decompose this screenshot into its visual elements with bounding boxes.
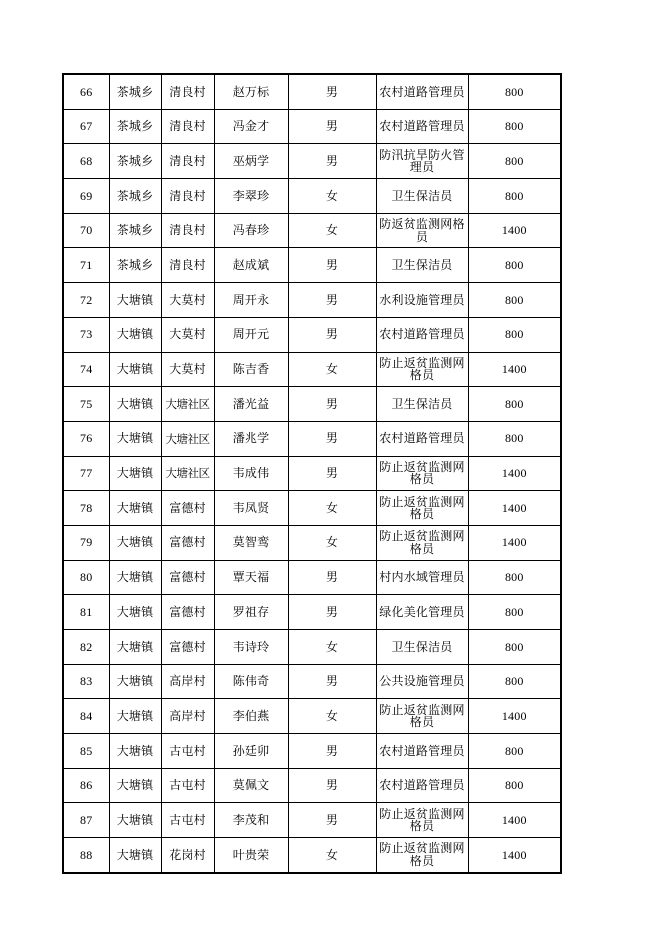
cell-amount[interactable]: 1400 bbox=[468, 352, 561, 387]
table-row[interactable] bbox=[63, 664, 561, 699]
cell-name[interactable]: 巫炳学 bbox=[214, 144, 288, 179]
table-row[interactable] bbox=[63, 179, 561, 214]
cell-town[interactable]: 大塘镇 bbox=[109, 838, 161, 873]
cell-index[interactable]: 81 bbox=[63, 595, 109, 630]
cell-amount[interactable]: 800 bbox=[468, 630, 561, 665]
cell-gender[interactable]: 男 bbox=[288, 74, 376, 109]
cell-town[interactable]: 大塘镇 bbox=[109, 630, 161, 665]
cell-amount[interactable]: 1400 bbox=[468, 838, 561, 873]
cell-gender[interactable]: 女 bbox=[288, 525, 376, 560]
roster-table bbox=[62, 73, 562, 874]
cell-name[interactable]: 罗祖存 bbox=[214, 595, 288, 630]
cell-post[interactable]: 农村道路管理员 bbox=[376, 734, 468, 769]
cell-post[interactable]: 卫生保洁员 bbox=[376, 248, 468, 283]
cell-name[interactable]: 李茂和 bbox=[214, 803, 288, 838]
cell-gender[interactable]: 男 bbox=[288, 456, 376, 491]
cell-post[interactable]: 绿化美化管理员 bbox=[376, 595, 468, 630]
cell-amount[interactable]: 800 bbox=[468, 560, 561, 595]
cell-index[interactable]: 85 bbox=[63, 734, 109, 769]
cell-index[interactable]: 78 bbox=[63, 491, 109, 526]
table-row[interactable] bbox=[63, 491, 561, 526]
cell-town[interactable]: 大塘镇 bbox=[109, 317, 161, 352]
cell-amount[interactable]: 1400 bbox=[468, 803, 561, 838]
cell-amount[interactable]: 800 bbox=[468, 283, 561, 318]
cell-post[interactable]: 农村道路管理员 bbox=[376, 421, 468, 456]
cell-gender[interactable]: 男 bbox=[288, 421, 376, 456]
cell-village[interactable]: 清良村 bbox=[161, 74, 214, 109]
cell-village[interactable]: 富德村 bbox=[161, 595, 214, 630]
cell-index[interactable]: 70 bbox=[63, 213, 109, 248]
cell-post[interactable]: 防止返贫监测网格员 bbox=[376, 525, 468, 560]
cell-post[interactable]: 水利设施管理员 bbox=[376, 283, 468, 318]
cell-village[interactable]: 清良村 bbox=[161, 144, 214, 179]
cell-name[interactable]: 李翠珍 bbox=[214, 179, 288, 214]
cell-post[interactable]: 防止返贫监测网格员 bbox=[376, 699, 468, 734]
cell-name[interactable]: 韦凤贤 bbox=[214, 491, 288, 526]
cell-post[interactable]: 卫生保洁员 bbox=[376, 630, 468, 665]
table-row[interactable] bbox=[63, 213, 561, 248]
cell-town[interactable]: 大塘镇 bbox=[109, 352, 161, 387]
cell-gender[interactable]: 女 bbox=[288, 352, 376, 387]
cell-name[interactable]: 冯春珍 bbox=[214, 213, 288, 248]
table-row[interactable] bbox=[63, 456, 561, 491]
cell-index[interactable]: 82 bbox=[63, 630, 109, 665]
cell-town[interactable]: 茶城乡 bbox=[109, 179, 161, 214]
cell-amount[interactable]: 800 bbox=[468, 144, 561, 179]
cell-village[interactable]: 富德村 bbox=[161, 525, 214, 560]
cell-post[interactable]: 村内水域管理员 bbox=[376, 560, 468, 595]
cell-village[interactable]: 高岸村 bbox=[161, 664, 214, 699]
table-row[interactable] bbox=[63, 734, 561, 769]
cell-index[interactable]: 86 bbox=[63, 768, 109, 803]
cell-post[interactable]: 防汛抗旱防火管理员 bbox=[376, 144, 468, 179]
cell-village[interactable]: 古屯村 bbox=[161, 768, 214, 803]
cell-name[interactable]: 韦诗玲 bbox=[214, 630, 288, 665]
table-row[interactable] bbox=[63, 421, 561, 456]
cell-gender[interactable]: 女 bbox=[288, 491, 376, 526]
cell-gender[interactable]: 女 bbox=[288, 699, 376, 734]
cell-post[interactable]: 卫生保洁员 bbox=[376, 387, 468, 422]
cell-town[interactable]: 茶城乡 bbox=[109, 248, 161, 283]
cell-amount[interactable]: 800 bbox=[468, 664, 561, 699]
cell-gender[interactable]: 男 bbox=[288, 734, 376, 769]
cell-post[interactable]: 防止返贫监测网格员 bbox=[376, 803, 468, 838]
cell-gender[interactable]: 男 bbox=[288, 387, 376, 422]
cell-name[interactable]: 李伯燕 bbox=[214, 699, 288, 734]
cell-name[interactable]: 陈吉香 bbox=[214, 352, 288, 387]
table-row[interactable] bbox=[63, 630, 561, 665]
cell-amount[interactable]: 800 bbox=[468, 74, 561, 109]
cell-index[interactable]: 73 bbox=[63, 317, 109, 352]
table-row[interactable] bbox=[63, 109, 561, 144]
cell-town[interactable]: 大塘镇 bbox=[109, 699, 161, 734]
cell-post[interactable]: 防止返贫监测网格员 bbox=[376, 491, 468, 526]
cell-name[interactable]: 陈伟奇 bbox=[214, 664, 288, 699]
cell-town[interactable]: 大塘镇 bbox=[109, 491, 161, 526]
cell-post[interactable]: 公共设施管理员 bbox=[376, 664, 468, 699]
cell-village[interactable]: 大塘社区 bbox=[161, 387, 214, 422]
cell-gender[interactable]: 男 bbox=[288, 560, 376, 595]
cell-name[interactable]: 周开永 bbox=[214, 283, 288, 318]
table-row[interactable] bbox=[63, 560, 561, 595]
cell-name[interactable]: 孙廷卯 bbox=[214, 734, 288, 769]
cell-town[interactable]: 大塘镇 bbox=[109, 387, 161, 422]
cell-amount[interactable]: 800 bbox=[468, 421, 561, 456]
spreadsheet-page bbox=[62, 73, 560, 874]
table-row[interactable] bbox=[63, 595, 561, 630]
cell-village[interactable]: 清良村 bbox=[161, 248, 214, 283]
table-row[interactable] bbox=[63, 803, 561, 838]
cell-village[interactable]: 高岸村 bbox=[161, 699, 214, 734]
cell-index[interactable]: 84 bbox=[63, 699, 109, 734]
cell-village[interactable]: 大塘社区 bbox=[161, 456, 214, 491]
cell-town[interactable]: 茶城乡 bbox=[109, 74, 161, 109]
cell-index[interactable]: 74 bbox=[63, 352, 109, 387]
cell-index[interactable]: 67 bbox=[63, 109, 109, 144]
cell-post[interactable]: 农村道路管理员 bbox=[376, 317, 468, 352]
cell-gender[interactable]: 男 bbox=[288, 595, 376, 630]
cell-town[interactable]: 大塘镇 bbox=[109, 734, 161, 769]
table-row[interactable] bbox=[63, 699, 561, 734]
table-row[interactable] bbox=[63, 525, 561, 560]
cell-amount[interactable]: 800 bbox=[468, 387, 561, 422]
cell-amount[interactable]: 1400 bbox=[468, 213, 561, 248]
cell-name[interactable]: 覃天福 bbox=[214, 560, 288, 595]
cell-post[interactable]: 防止返贫监测网格员 bbox=[376, 456, 468, 491]
cell-gender[interactable]: 女 bbox=[288, 630, 376, 665]
cell-name[interactable]: 冯金才 bbox=[214, 109, 288, 144]
table-row[interactable] bbox=[63, 768, 561, 803]
cell-town[interactable]: 大塘镇 bbox=[109, 664, 161, 699]
cell-index[interactable]: 66 bbox=[63, 74, 109, 109]
cell-post[interactable]: 农村道路管理员 bbox=[376, 768, 468, 803]
cell-index[interactable]: 75 bbox=[63, 387, 109, 422]
cell-index[interactable]: 79 bbox=[63, 525, 109, 560]
cell-gender[interactable]: 男 bbox=[288, 109, 376, 144]
cell-amount[interactable]: 1400 bbox=[468, 699, 561, 734]
cell-village[interactable]: 大莫村 bbox=[161, 317, 214, 352]
cell-gender[interactable]: 男 bbox=[288, 317, 376, 352]
cell-amount[interactable]: 800 bbox=[468, 768, 561, 803]
cell-gender[interactable]: 女 bbox=[288, 179, 376, 214]
cell-post[interactable]: 防止返贫监测网格员 bbox=[376, 352, 468, 387]
cell-index[interactable]: 69 bbox=[63, 179, 109, 214]
cell-post[interactable]: 农村道路管理员 bbox=[376, 74, 468, 109]
cell-village[interactable]: 大莫村 bbox=[161, 352, 214, 387]
cell-amount[interactable]: 800 bbox=[468, 248, 561, 283]
cell-gender[interactable]: 男 bbox=[288, 803, 376, 838]
cell-village[interactable]: 古屯村 bbox=[161, 734, 214, 769]
cell-name[interactable]: 潘光益 bbox=[214, 387, 288, 422]
cell-village[interactable]: 富德村 bbox=[161, 491, 214, 526]
cell-amount[interactable]: 1400 bbox=[468, 491, 561, 526]
cell-index[interactable]: 83 bbox=[63, 664, 109, 699]
cell-gender[interactable]: 男 bbox=[288, 144, 376, 179]
table-row[interactable] bbox=[63, 283, 561, 318]
cell-village[interactable]: 花岗村 bbox=[161, 838, 214, 873]
cell-amount[interactable]: 800 bbox=[468, 179, 561, 214]
cell-town[interactable]: 大塘镇 bbox=[109, 525, 161, 560]
cell-town[interactable]: 茶城乡 bbox=[109, 109, 161, 144]
cell-town[interactable]: 大塘镇 bbox=[109, 768, 161, 803]
cell-name[interactable]: 潘兆学 bbox=[214, 421, 288, 456]
cell-index[interactable]: 76 bbox=[63, 421, 109, 456]
cell-index[interactable]: 72 bbox=[63, 283, 109, 318]
table-row[interactable] bbox=[63, 74, 561, 109]
cell-name[interactable]: 叶贵荣 bbox=[214, 838, 288, 873]
cell-amount[interactable]: 800 bbox=[468, 734, 561, 769]
cell-town[interactable]: 茶城乡 bbox=[109, 144, 161, 179]
cell-index[interactable]: 87 bbox=[63, 803, 109, 838]
cell-index[interactable]: 68 bbox=[63, 144, 109, 179]
cell-amount[interactable]: 1400 bbox=[468, 525, 561, 560]
cell-amount[interactable]: 800 bbox=[468, 317, 561, 352]
cell-village[interactable]: 清良村 bbox=[161, 213, 214, 248]
cell-name[interactable]: 周开元 bbox=[214, 317, 288, 352]
cell-name[interactable]: 莫佩文 bbox=[214, 768, 288, 803]
cell-amount[interactable]: 800 bbox=[468, 595, 561, 630]
cell-village[interactable]: 清良村 bbox=[161, 179, 214, 214]
cell-post[interactable]: 卫生保洁员 bbox=[376, 179, 468, 214]
cell-gender[interactable]: 男 bbox=[288, 283, 376, 318]
cell-village[interactable]: 富德村 bbox=[161, 560, 214, 595]
cell-town[interactable]: 大塘镇 bbox=[109, 283, 161, 318]
cell-village[interactable]: 清良村 bbox=[161, 109, 214, 144]
cell-village[interactable]: 大塘社区 bbox=[161, 421, 214, 456]
table-row[interactable] bbox=[63, 317, 561, 352]
cell-name[interactable]: 莫智鸾 bbox=[214, 525, 288, 560]
cell-gender[interactable]: 女 bbox=[288, 213, 376, 248]
cell-town[interactable]: 大塘镇 bbox=[109, 421, 161, 456]
table-row[interactable] bbox=[63, 144, 561, 179]
cell-town[interactable]: 大塘镇 bbox=[109, 456, 161, 491]
cell-index[interactable]: 88 bbox=[63, 838, 109, 873]
cell-amount[interactable]: 1400 bbox=[468, 456, 561, 491]
table-row[interactable] bbox=[63, 352, 561, 387]
cell-town[interactable]: 茶城乡 bbox=[109, 213, 161, 248]
cell-post[interactable]: 防返贫监测网格员 bbox=[376, 213, 468, 248]
cell-village[interactable]: 大莫村 bbox=[161, 283, 214, 318]
cell-village[interactable]: 富德村 bbox=[161, 630, 214, 665]
cell-gender[interactable]: 女 bbox=[288, 838, 376, 873]
cell-town[interactable]: 大塘镇 bbox=[109, 595, 161, 630]
cell-index[interactable]: 71 bbox=[63, 248, 109, 283]
table-row[interactable] bbox=[63, 248, 561, 283]
cell-post[interactable]: 防止返贫监测网格员 bbox=[376, 838, 468, 873]
cell-gender[interactable]: 男 bbox=[288, 248, 376, 283]
cell-gender[interactable]: 男 bbox=[288, 768, 376, 803]
table-row[interactable] bbox=[63, 387, 561, 422]
cell-post[interactable]: 农村道路管理员 bbox=[376, 109, 468, 144]
cell-index[interactable]: 80 bbox=[63, 560, 109, 595]
cell-village[interactable]: 古屯村 bbox=[161, 803, 214, 838]
table-row[interactable] bbox=[63, 838, 561, 873]
cell-name[interactable]: 赵成斌 bbox=[214, 248, 288, 283]
cell-name[interactable]: 韦成伟 bbox=[214, 456, 288, 491]
cell-name[interactable]: 赵万标 bbox=[214, 74, 288, 109]
cell-gender[interactable]: 男 bbox=[288, 664, 376, 699]
roster-table-body bbox=[63, 74, 561, 873]
cell-amount[interactable]: 800 bbox=[468, 109, 561, 144]
cell-index[interactable]: 77 bbox=[63, 456, 109, 491]
cell-town[interactable]: 大塘镇 bbox=[109, 803, 161, 838]
cell-town[interactable]: 大塘镇 bbox=[109, 560, 161, 595]
